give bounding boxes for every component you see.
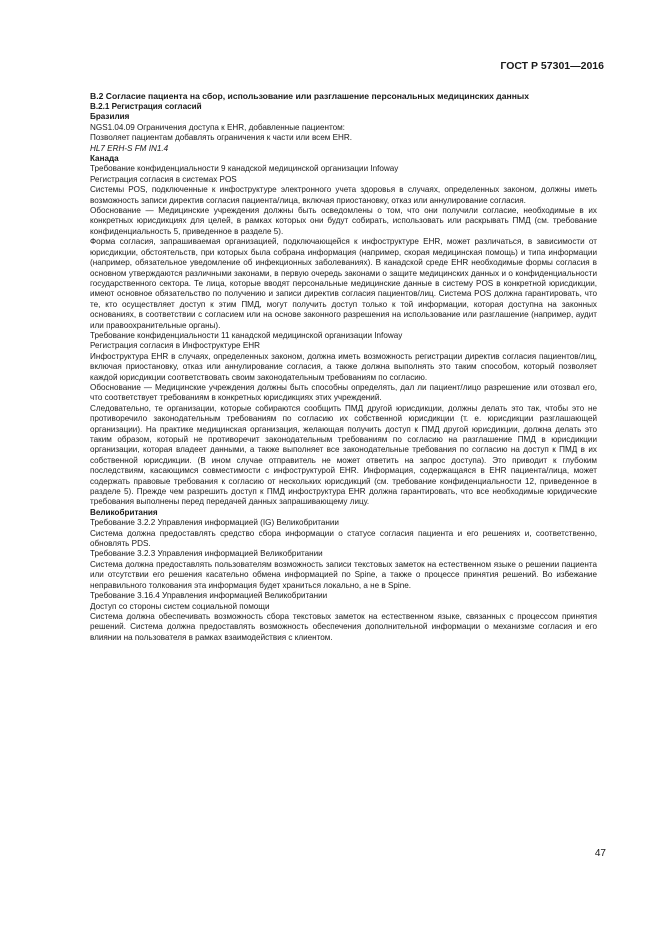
body-paragraph: Обоснование — Медицинские учреждения должны быть способны определять, дал ли пациент/лицо разрешение или отозвал его, что соответствует требованиям в конкретных юрисдикциях этих учреждений.: [90, 382, 597, 403]
body-paragraph: Требование конфиденциальности 11 канадской медицинской организации Infoway: [90, 330, 403, 340]
body-paragraph: Система должна предоставлять пользователям возможность записи текстовых заметок на естественном языке о решении пациента или отсутствии его решения касательно обмена информацией по Spine, а также о процессе принятия решений. Во избежание неправильного толкования эта информация будет храниться локально, а не в Spine.: [90, 559, 597, 590]
body-paragraph: Требование 3.2.2 Управления информацией (IG) Великобритании: [90, 518, 339, 528]
body-paragraph: Система должна предоставлять средство сбора информации о статусе согласия пациента и его решениях и, соответственно, обновлять PDS.: [90, 528, 597, 549]
body-paragraph: Требование конфиденциальности 9 канадской медицинской организации Infoway: [90, 164, 399, 174]
country-heading: Великобритания: [90, 507, 158, 517]
body-paragraph: Регистрация согласия в Инфоструктуре EHR: [90, 341, 260, 351]
body-paragraph: Позволяет пациентам добавлять ограничения к части или всем EHR.: [90, 133, 353, 143]
body-paragraph: Система должна обеспечивать возможность сбора текстовых заметок на естественном языке, связанных с процессом принятия решений. Система должна предоставлять возможность обеспечения дополнительной информации о механизме согласия и его влиянии на пользователя в рамках взаимодействия с клиентом.: [90, 611, 597, 642]
body-paragraph: Доступ со стороны систем социальной помощи: [90, 601, 270, 611]
page-content: [90, 91, 597, 643]
body-paragraph: Инфоструктура EHR в случаях, определенных законом, должна иметь возможность регистрации директив согласия пациентов/лиц, включая приостановку, отказ или аннулирование согласия, а также должна выполнять это таким способом, который позволяет каждой юрисдикции соответствовать своим законодательным требованиям по согласию.: [90, 351, 597, 382]
body-paragraph: Требование 3.16.4 Управления информацией Великобритании: [90, 591, 328, 601]
body-paragraph: Следовательно, те организации, которые собираются сообщить ПМД другой юрисдикции, должны делать это так, чтобы это не противоречило законодательным требованиям по согласию их собственной юрисдикции (т. е. юрисдикции разглашающей организации). На практике медицинская организация, желающая получить доступ к ПМД другой юрисдикции, должна делать это таким образом, который не противоречит законодательным требованиям по согласию на разглашение ПМД в юрисдикции организации, которая владеет данными, а также выполняет все законодательные требования по согласию на доступ к ПМД в их собственной юрисдикции. (В ином случае отправитель не может ответить на запрос доступа). Это приводит к глубоким последствиям, касающимся совместимости с инфоструктурой EHR. Информация, содержащаяся в EHR пациента/лица, может содержать правовые требования к согласию от нескольких юрисдикций (см. требование конфиденциальности 12, приведенное в разделе 5). Прежде чем разрешить доступ к ПМД инфоструктура EHR должна гарантировать, что все необходимые юридические требования выполнены перед передачей данных запрашивающему лицу.: [90, 403, 597, 507]
section-title: B.2 Согласие пациента на сбор, использование или разглашение персональных медицинских данных: [90, 91, 530, 101]
country-heading: Бразилия: [90, 112, 130, 122]
subsection-title: B.2.1 Регистрация согласий: [90, 102, 202, 111]
body-paragraph: Требование 3.2.3 Управления информацией Великобритании: [90, 549, 323, 559]
body-paragraph: NGS1.04.09 Ограничения доступа к EHR, добавленные пациентом:: [90, 122, 345, 132]
body-paragraph: Обоснование — Медицинские учреждения должны быть осведомлены о том, что они получили согласие, необходимые в их конкретных юрисдикциях для целей, в рамках которых они будут собирать, использовать или раскрывать ПМД (см. требование конфиденциальность 5, приведенное в разделе 5).: [90, 206, 597, 236]
body-paragraph: HL7 ERH-S FM IN1.4: [90, 143, 169, 153]
standard-header: ГОСТ Р 57301—2016: [500, 60, 604, 72]
body-paragraph: Форма согласия, запрашиваемая организацией, подключающейся к инфоструктуре EHR, может различаться, в зависимости от юрисдикции, обстоятельств, при которых была собрана информация (например, скорая медицинская помощь) и типа информации (например, обязательное уведомление об инфекционных заболеваниях). В канадской среде EHR необходимые формы согласия в основном утверждаются различными законами, в первую очередь законами о защите медицинских данных и о конфиденциальности государственного сектора. Те лица, которые вводят персональные медицинские данные в систему POS в конкретной юрисдикции, имеют основное обязательство по получению и записи директив согласия пациентов/лиц. Система POS должна гарантировать, что те, кто осуществляет доступ к этим ПМД, могут получить доступ только к той информации, которая доступна на законных основаниях, в соответствии с согласием или на основе законного разрешения на использование или разглашение (например, аудит или правоохранительные органы).: [90, 237, 597, 330]
country-heading: Канада: [90, 154, 119, 164]
body-paragraph: Регистрация согласия в системах POS: [90, 174, 237, 184]
body-paragraph: Системы POS, подключенные к инфоструктуре электронного учета здоровья в случаях, определенных законом, должны иметь возможность записи директив согласия пациента/лица, включая приостановку, отказ или аннулирование согласия.: [90, 185, 597, 205]
page-number: 47: [594, 848, 606, 859]
